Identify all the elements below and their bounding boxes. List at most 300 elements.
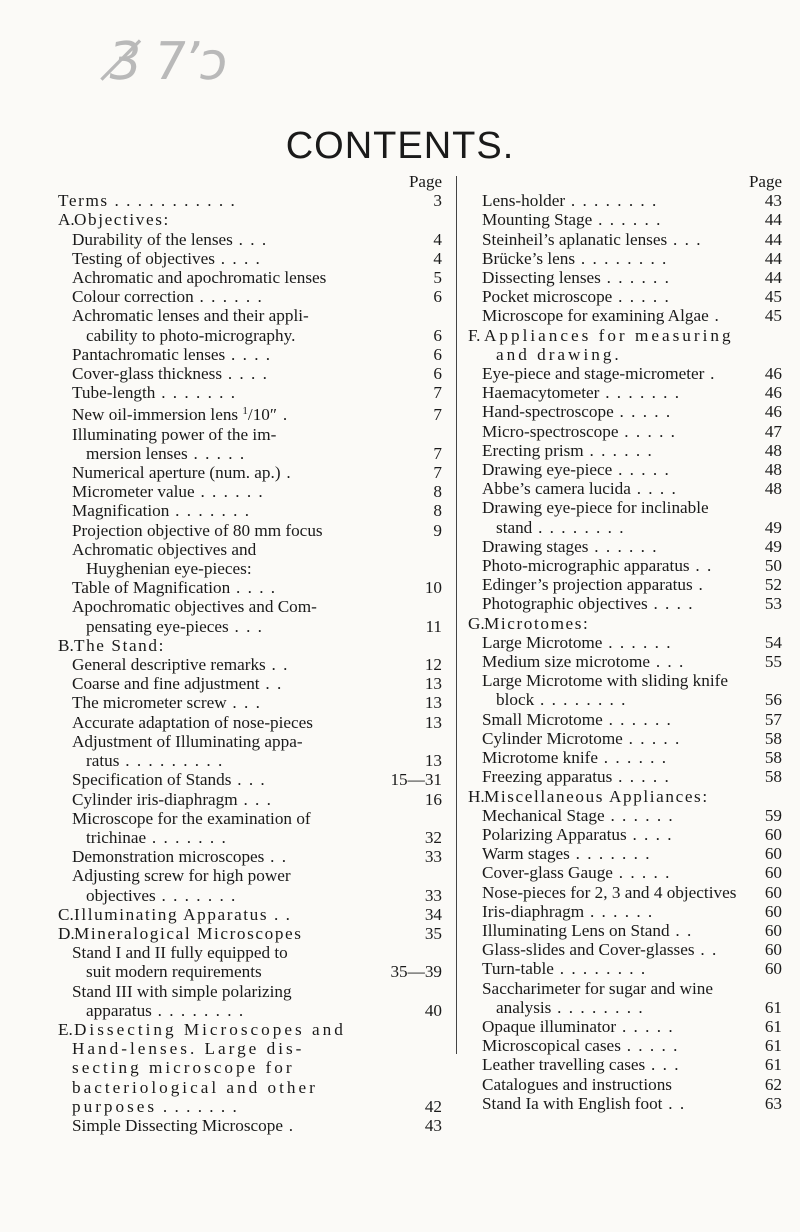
toc-entry — [468, 748, 782, 767]
toc-entry — [58, 482, 446, 501]
entry-text: apparatus — [86, 1000, 152, 1020]
section-heading — [468, 614, 782, 633]
entry-text: Eye-piece and stage-micrometer — [482, 364, 705, 384]
toc-entry — [468, 940, 782, 959]
dot-leader: . . — [669, 920, 693, 940]
toc-column-right — [468, 172, 782, 1113]
entry-text: Specification of Stands — [72, 770, 232, 790]
entry-text: Micrometer value — [72, 482, 195, 502]
dot-leader: . . . . . . . — [155, 885, 237, 905]
dot-leader: . . . . . . — [194, 482, 265, 502]
toc-entry-title — [72, 578, 414, 597]
page-number: 44 — [764, 229, 782, 249]
toc-entry-line: Illuminating power of the im- — [72, 424, 277, 444]
page-number: 13 — [424, 712, 442, 732]
entry-text: Brücke’s lens — [482, 248, 576, 268]
toc-entry — [58, 364, 446, 383]
toc-entry-title — [86, 962, 390, 981]
toc-entry-title — [482, 844, 754, 863]
page-number: 8 — [433, 482, 442, 502]
section-heading — [58, 636, 446, 655]
section-heading-text: Dissecting Microscopes and — [74, 1019, 346, 1039]
toc-entry — [468, 844, 782, 863]
page-number: 13 — [424, 751, 442, 771]
page-number: 60 — [764, 940, 782, 960]
entry-text: Simple Dissecting Microscope — [72, 1115, 283, 1135]
page-number: 48 — [764, 460, 782, 480]
toc-entry-title — [72, 364, 414, 383]
toc-entry — [58, 617, 446, 636]
entry-text: Illuminating Apparatus — [74, 904, 269, 924]
dot-leader: . . . . . — [612, 287, 671, 307]
inch-mark: ″ — [269, 405, 278, 425]
toc-entry-title — [496, 518, 754, 537]
entry-text: Testing of objectives — [72, 248, 215, 268]
dot-leader: . . . . — [647, 594, 695, 614]
entry-text: Lens-holder — [482, 191, 566, 211]
page-number: 4 — [433, 248, 442, 268]
toc-entry — [468, 210, 782, 229]
entry-text: Polarizing Apparatus — [482, 824, 627, 844]
toc-entry-title — [482, 633, 754, 652]
entry-text: Drawing stages — [482, 536, 589, 556]
entry-text: ratus — [86, 751, 120, 771]
entry-text: Stand Ia with English foot — [482, 1093, 663, 1113]
toc-entry-title — [482, 825, 754, 844]
entry-text: Glass-slides and Cover-glasses — [482, 940, 695, 960]
toc-entry-title — [482, 1075, 754, 1094]
toc-entry — [468, 191, 782, 210]
entry-text: The micrometer screw — [72, 693, 227, 713]
toc-entry — [58, 230, 446, 249]
toc-entry-title — [86, 617, 414, 636]
toc-entry-title — [482, 729, 754, 748]
page-number: 35 — [424, 923, 442, 943]
toc-entry — [468, 883, 782, 902]
entry-text: Cylinder iris-diaphragm — [72, 789, 238, 809]
entry-text: Coarse and fine adjustment — [72, 674, 260, 694]
dot-leader: . . . . . . . — [157, 1096, 239, 1116]
entry-text: Numerical aperture (num. ap.) — [72, 463, 281, 483]
toc-entry-title — [482, 537, 754, 556]
toc-entry — [468, 1055, 782, 1074]
dot-leader: . . . . . . . — [155, 383, 237, 403]
section-letter: E. — [58, 1019, 73, 1039]
section-heading-text: The Stand: — [74, 635, 165, 655]
toc-entry — [468, 575, 782, 594]
entry-text: Leather travelling cases — [482, 1055, 646, 1075]
page-number: 11 — [425, 616, 442, 636]
dot-leader: . . . . — [222, 364, 269, 384]
page-number: 58 — [764, 728, 782, 748]
toc-entry-title — [482, 441, 754, 460]
toc-entry — [468, 729, 782, 748]
toc-entry-line: Drawing eye-piece for inclinable — [482, 498, 709, 518]
toc-entry-title — [482, 230, 754, 249]
entry-text: trichinae — [86, 827, 147, 847]
page-number: 13 — [424, 693, 442, 713]
dot-leader: . . . . . . . — [569, 844, 652, 864]
entry-text: Edinger’s projection apparatus — [482, 575, 693, 595]
toc-entry-title — [482, 902, 754, 921]
page-number: 7 — [433, 463, 442, 483]
dot-leader: . . . . . . . — [169, 501, 251, 521]
page-number: 15—31 — [390, 770, 442, 790]
dot-leader: . . . . — [214, 248, 262, 268]
toc-entry-title — [482, 556, 754, 575]
toc-entry-title — [86, 828, 414, 847]
toc-entry — [468, 594, 782, 613]
toc-entry — [468, 364, 782, 383]
toc-entry — [58, 655, 446, 674]
toc-entry — [58, 1097, 446, 1116]
toc-entry — [468, 998, 782, 1017]
toc-entry-line: and drawing. — [496, 344, 622, 364]
dot-leader: . . . . . . . . . — [119, 751, 224, 771]
toc-entry — [58, 924, 446, 943]
page-number: 61 — [764, 1016, 782, 1036]
dot-leader: . . . . . . — [600, 268, 671, 288]
toc-entry-line: Hand-lenses. Large dis- — [72, 1039, 305, 1059]
toc-entry-title — [86, 886, 414, 905]
toc-entry-line: Saccharimeter for sugar and wine — [482, 978, 713, 998]
entry-text: Haemacytometer — [482, 383, 600, 403]
entry-text: Micro-spectroscope — [482, 421, 619, 441]
toc-entry — [468, 460, 782, 479]
page-number: 6 — [433, 364, 442, 384]
toc-entry-title — [58, 191, 414, 210]
dot-leader: . . . . . . — [583, 440, 654, 460]
toc-entry-title — [482, 921, 754, 940]
toc-column-left — [58, 172, 446, 1135]
toc-entry-title — [72, 847, 414, 866]
entry-text: Achromatic and apochromatic lenses — [72, 268, 327, 288]
toc-entry-title — [86, 751, 414, 770]
toc-entry-title — [482, 959, 754, 978]
page-number: 58 — [764, 767, 782, 787]
toc-entry — [468, 1094, 782, 1113]
toc-entry — [58, 268, 446, 287]
dot-leader: . . . — [667, 229, 702, 249]
fraction-slash: / — [247, 405, 253, 425]
toc-entry-title — [482, 710, 754, 729]
toc-entry-title — [482, 748, 754, 767]
page-number: 6 — [433, 325, 442, 345]
toc-entry-title — [58, 924, 414, 943]
toc-entry — [58, 751, 446, 770]
page-number: 6 — [433, 344, 442, 364]
dot-leader: . . . . . . — [588, 536, 659, 556]
page-number: 54 — [764, 632, 782, 652]
toc-entry — [468, 767, 782, 786]
toc-entry-title — [482, 422, 754, 441]
entry-text: Medium size microtome — [482, 652, 651, 672]
toc-entry — [58, 693, 446, 712]
page-number: 45 — [764, 287, 782, 307]
page-number: 47 — [764, 421, 782, 441]
page-number: 60 — [764, 824, 782, 844]
toc-entry — [468, 710, 782, 729]
toc-entry-title — [496, 998, 754, 1017]
entry-text: Colour correction — [72, 287, 194, 307]
dot-leader: . — [283, 1115, 295, 1135]
page-number: 59 — [764, 805, 782, 825]
toc-entry-title — [482, 460, 754, 479]
toc-entry — [58, 463, 446, 482]
toc-entry — [468, 383, 782, 402]
section-letter: A. — [58, 210, 75, 230]
toc-entry — [468, 287, 782, 306]
toc-entry-line: Adjusting screw for high power — [72, 866, 291, 886]
entry-text: cability to photo-micrography. — [86, 325, 296, 345]
entry-text: Microscopical cases — [482, 1036, 621, 1056]
toc-entry — [58, 713, 446, 732]
toc-entries-left — [58, 191, 446, 1135]
toc-entry-title — [482, 883, 754, 902]
entry-text: Nose-pieces for 2, 3 and 4 objectives — [482, 882, 737, 902]
entry-text: Hand-spectroscope — [482, 402, 614, 422]
dot-leader: . . . . — [630, 479, 678, 499]
section-heading-text: Miscellaneous Appliances: — [484, 786, 709, 806]
dot-leader: . . . . . — [187, 443, 246, 463]
page-number: 7 — [433, 405, 442, 425]
page-number: 6 — [433, 287, 442, 307]
toc-entry — [468, 921, 782, 940]
dot-leader: . . . — [237, 789, 273, 809]
page-number: 44 — [764, 268, 782, 288]
toc-entry — [58, 828, 446, 847]
toc-entry — [58, 674, 446, 693]
dot-leader: . — [704, 364, 716, 384]
dot-leader: . . . . . . . . — [151, 1000, 245, 1020]
dot-leader: . . — [265, 655, 289, 675]
entry-text: Catalogues and instructions — [482, 1074, 672, 1094]
section-letter: H. — [468, 786, 485, 806]
toc-entry — [468, 479, 782, 498]
toc-entry — [468, 537, 782, 556]
page-number: 48 — [764, 479, 782, 499]
toc-entry — [58, 501, 446, 520]
page-column-header: Page — [408, 172, 442, 191]
section-heading-text: Microtomes: — [484, 613, 590, 633]
toc-entry-title — [58, 905, 414, 924]
page-number: 4 — [433, 229, 442, 249]
toc-entry-line: Stand I and II fully equipped to — [72, 943, 288, 963]
toc-entry-title — [86, 444, 414, 463]
toc-entry — [468, 806, 782, 825]
toc-entry-title — [482, 249, 754, 268]
entry-text: stand — [496, 517, 533, 537]
dot-leader: . . . . . . — [584, 901, 654, 921]
section-letter: D. — [58, 923, 75, 943]
section-heading — [58, 210, 446, 229]
toc-entry — [58, 1001, 446, 1020]
entry-text: mersion lenses — [86, 443, 188, 463]
dot-leader: . . . . . . — [193, 287, 264, 307]
entry-text: Steinheil’s aplanatic lenses — [482, 229, 668, 249]
page-number: 7 — [433, 443, 442, 463]
entry-text: Terms — [58, 191, 109, 211]
entry-text: Accurate adaptation of nose-pieces — [72, 712, 313, 732]
entry-text: Photographic objectives — [482, 594, 648, 614]
toc-entry-title — [482, 383, 754, 402]
toc-entry-line: Large Microtome with sliding knife — [482, 671, 728, 691]
toc-entry-title — [72, 287, 414, 306]
column-divider — [456, 176, 457, 1054]
fraction-numerator: 1 — [242, 405, 248, 418]
entry-text: Cylinder Microtome — [482, 728, 623, 748]
dot-leader: . — [692, 575, 705, 595]
entry-text: Microtome knife — [482, 748, 598, 768]
toc-entry — [58, 886, 446, 905]
page-number: 61 — [764, 1055, 782, 1075]
dot-leader: . . . . — [626, 824, 674, 844]
entry-text: Iris-diaphragm — [482, 901, 585, 921]
entry-text: Pocket microscope — [482, 287, 613, 307]
dot-leader: . . . . . — [612, 863, 671, 883]
dot-leader: . . — [264, 847, 288, 867]
toc-entry-title — [482, 402, 754, 421]
entry-text: Table of Magnification — [72, 578, 231, 598]
page-title: CONTENTS. — [285, 125, 515, 168]
entry-text: Demonstration microscopes — [72, 847, 265, 867]
page-number: 32 — [424, 827, 442, 847]
dot-leader: . . . — [645, 1055, 680, 1075]
page-number: 61 — [764, 1036, 782, 1056]
toc-entry — [468, 1075, 782, 1094]
dot-leader: . . . — [226, 693, 262, 713]
toc-entry — [58, 402, 446, 424]
dot-leader: . . . — [232, 229, 268, 249]
toc-entry-title — [72, 1116, 414, 1135]
dot-leader: . . — [268, 904, 292, 924]
toc-entry-title — [496, 690, 754, 709]
entry-text: objectives — [86, 885, 156, 905]
entry-text: Tube-length — [72, 383, 156, 403]
entry-text: pensating eye-pieces — [86, 616, 229, 636]
toc-entry-title — [482, 287, 754, 306]
toc-entry — [58, 790, 446, 809]
entry-text: Turn-table — [482, 959, 554, 979]
toc-entry — [468, 556, 782, 575]
dot-leader: . . . . . . . . — [551, 997, 645, 1017]
toc-entry — [58, 326, 446, 345]
page-number: 7 — [433, 383, 442, 403]
dot-leader: . . . — [228, 616, 264, 636]
toc-entry — [58, 345, 446, 364]
toc-entry-title — [72, 655, 414, 674]
page-number: 44 — [764, 210, 782, 230]
toc-entry-title — [72, 482, 414, 501]
entry-text: Mounting Stage — [482, 210, 593, 230]
section-heading-text: Objectives: — [74, 210, 170, 230]
entry-text: Pantachromatic lenses — [72, 344, 226, 364]
page-number: 40 — [424, 1000, 442, 1020]
toc-entry-title — [86, 326, 414, 345]
toc-entry-title — [72, 402, 414, 424]
toc-entry — [468, 652, 782, 671]
toc-entry-title — [72, 713, 414, 732]
toc-entry-line: Adjustment of Illuminating appa- — [72, 731, 303, 751]
entry-text: Projection objective of 80 mm focus — [72, 520, 323, 540]
toc-entry-line: Microscope for the examination of — [72, 808, 311, 828]
toc-entry — [58, 962, 446, 981]
page-number: 46 — [764, 402, 782, 422]
page-number: 12 — [424, 655, 442, 675]
page-number: 33 — [424, 847, 442, 867]
entry-text: Mechanical Stage — [482, 805, 605, 825]
toc-entry-title — [482, 1036, 754, 1055]
toc-entry-title — [482, 364, 754, 383]
toc-entry-title — [482, 1055, 754, 1074]
entry-text: Erecting prism — [482, 440, 584, 460]
toc-entry — [58, 905, 446, 924]
entry-text: purposes — [72, 1096, 158, 1116]
toc-entry-line: Achromatic objectives and — [72, 539, 257, 559]
toc-entry — [58, 770, 446, 789]
toc-entry — [468, 902, 782, 921]
toc-entry-title — [72, 693, 414, 712]
toc-entry-line: secting microscope for — [72, 1058, 295, 1078]
page-number: 55 — [764, 652, 782, 672]
entry-text: Mineralogical Microscopes — [74, 923, 303, 943]
dot-leader: . — [277, 405, 289, 425]
page-number: 56 — [764, 690, 782, 710]
toc-entry-title — [72, 230, 414, 249]
toc-entry-title — [86, 1001, 414, 1020]
toc-entry — [58, 521, 446, 540]
dot-leader: . — [280, 463, 293, 483]
toc-entry-title — [482, 652, 754, 671]
page-number: 42 — [424, 1096, 442, 1116]
toc-entry — [58, 1116, 446, 1135]
entry-text: Opaque illuminator — [482, 1016, 617, 1036]
toc-entry-line: Huyghenian eye-pieces: — [86, 559, 252, 579]
toc-entry-title — [72, 1097, 414, 1116]
toc-entry-title — [482, 1017, 754, 1036]
page-number: 13 — [424, 674, 442, 694]
toc-entry-title — [482, 191, 754, 210]
toc-entry — [468, 441, 782, 460]
page-number: 5 — [433, 268, 442, 288]
toc-entry-title — [72, 463, 414, 482]
page-number: 49 — [764, 517, 782, 537]
toc-entry — [468, 230, 782, 249]
toc-entry — [468, 633, 782, 652]
toc-entry-title — [482, 479, 754, 498]
toc-entry — [468, 959, 782, 978]
dot-leader: . . . . — [225, 344, 272, 364]
section-letter: F. — [468, 325, 481, 345]
toc-entry-title — [72, 790, 414, 809]
page-number: 3 — [433, 191, 442, 211]
dot-leader: . . . . . — [612, 767, 671, 787]
toc-entry — [468, 825, 782, 844]
toc-entry-title — [72, 383, 414, 402]
dot-leader: . . . . . — [613, 402, 672, 422]
toc-entry — [468, 690, 782, 709]
page-number: 63 — [764, 1093, 782, 1113]
entry-text: Magnification — [72, 501, 170, 521]
dot-leader: . . . — [231, 770, 267, 790]
dot-leader: . . . . . . . . — [532, 517, 626, 537]
toc-entry-title — [482, 863, 754, 882]
page-number: 9 — [433, 520, 442, 540]
page-number: 43 — [424, 1115, 442, 1135]
toc-entry-title — [482, 594, 754, 613]
dot-leader: . . . . . . — [604, 805, 675, 825]
toc-entry — [468, 863, 782, 882]
